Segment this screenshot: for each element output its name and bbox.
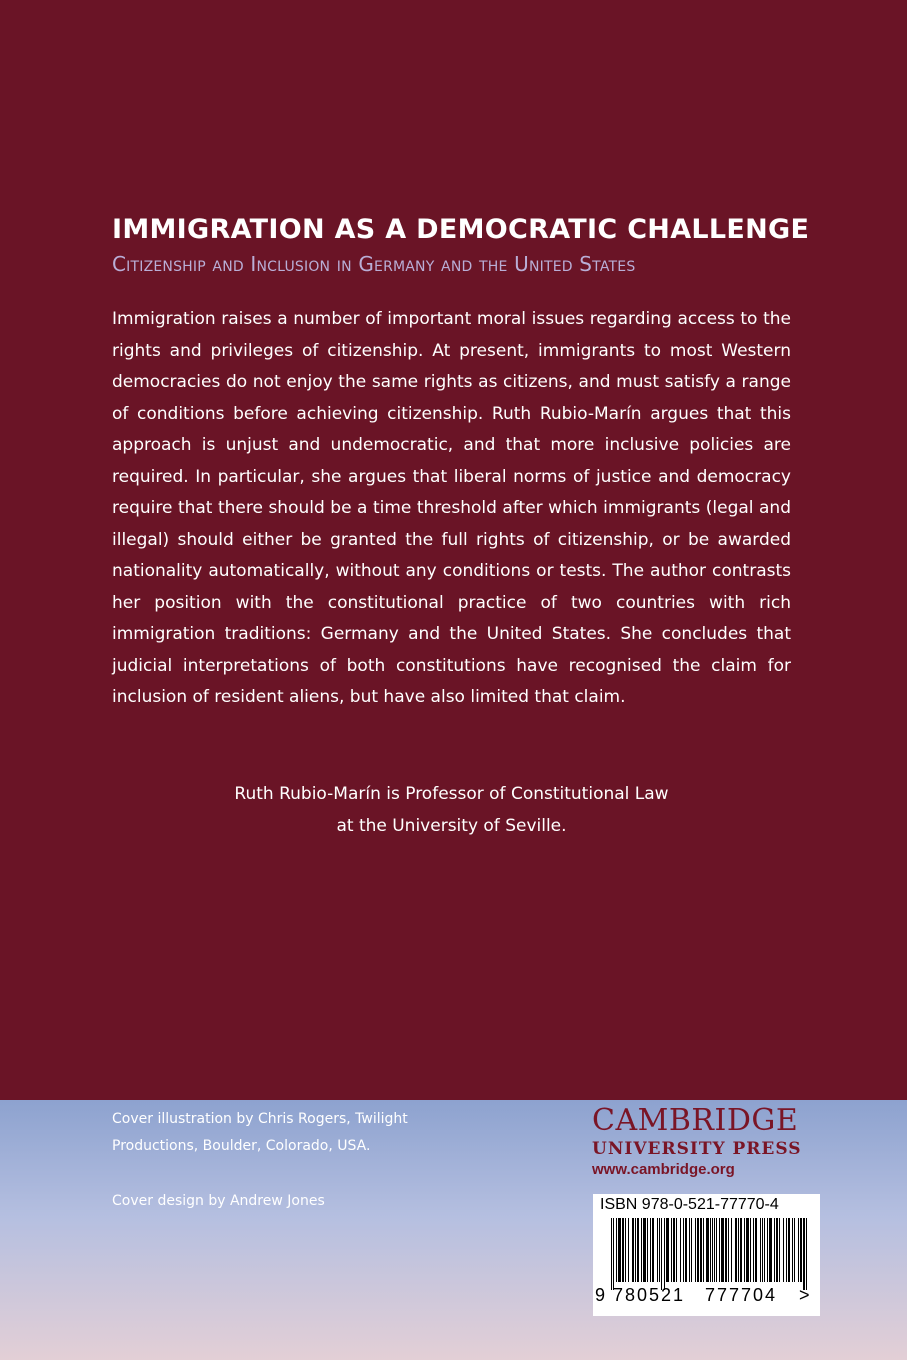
illustration-credit: Cover illustration by Chris Rogers, Twilight Productions, Boulder, Colorado, USA. (112, 1111, 408, 1154)
barcode-right-digits: 777704 (705, 1285, 778, 1305)
book-subtitle: Citizenship and Inclusion in Germany and the United States (112, 252, 636, 276)
author-bio (112, 778, 791, 842)
author-bio-line-1: Ruth Rubio-Marín is Professor of Constitutional Law (234, 784, 669, 804)
barcode-left-digits: 780521 (613, 1285, 686, 1305)
barcode-end-mark: > (799, 1285, 810, 1305)
book-title: IMMIGRATION AS A DEMOCRATIC CHALLENGE (112, 214, 810, 245)
author-bio-line-2: at the University of Seville. (336, 816, 567, 836)
publisher-logo (592, 1104, 822, 1180)
book-blurb: Immigration raises a number of important moral issues regarding access to the rights and privileges of citizenship. At present, immigrants to most Western democracies do not enjoy the same rights as citizens, and must satisfy a range of conditions before achieving citizenship. Ruth Rubio-Marín argues that this approach is unjust and undemocratic, and that more inclusive policies are required. In particular, she argues that liberal norms of justice and democracy require that there should be a time threshold after which immigrants (legal and illegal) should either be granted the full rights of citizenship, or be awarded nationality automatically, without any conditions or tests. The author contrasts her position with the constitutional practice of two countries with rich immigration traditions: Germany and the United States. She concludes that judicial interpretations of both constitutions have recognised the claim for inclusion of resident aliens, but have also limited that claim. (112, 309, 791, 707)
isbn-label: ISBN 978-0-521-77770-4 (600, 1196, 779, 1213)
publisher-website: www.cambridge.org (592, 1161, 735, 1178)
publisher-press: UNIVERSITY PRESS (592, 1139, 802, 1159)
publisher-name: CAMBRIDGE (592, 1103, 799, 1138)
barcode-lead-digit: 9 (595, 1285, 606, 1305)
design-credit: Cover design by Andrew Jones (112, 1193, 325, 1209)
isbn-barcode (593, 1194, 820, 1316)
